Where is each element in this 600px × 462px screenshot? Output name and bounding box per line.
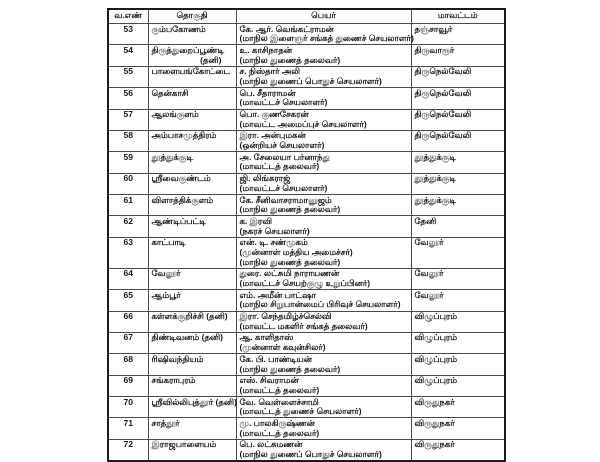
person-name: கே. பி. பாண்டியன் [239, 353, 313, 364]
person-role: (முன்னாள் மத்திய அமைச்சர்) [239, 246, 353, 257]
district-cell: விழுப்புரம் [411, 375, 505, 396]
row-number-cell: 70 [108, 397, 148, 418]
person-role: (மாநில துணைத் தலைவர்) [239, 363, 341, 374]
person-name: என். டி. சண்முகம் [239, 237, 308, 248]
constituency-cell [148, 109, 236, 130]
person-role: (மாநில துணைத் தலைவர்) [239, 256, 341, 267]
constituency-line: தூத்துக்குடி [151, 151, 194, 162]
name-cell [236, 354, 411, 375]
district-cell: விருதுநகர் [411, 439, 505, 461]
person-role: (மாவட்டத் தலைவர்) [239, 427, 320, 438]
person-role: (மாவட்டத் தலைவர்) [239, 161, 320, 172]
constituency-line: ஆம்பூர் [151, 289, 181, 300]
district-cell: விருதுநகர் [411, 397, 505, 418]
constituency-line: சாத்தூர் [151, 417, 180, 428]
person-role: (மாவட்ட மகளிர் சங்கத் தலைவர்) [239, 320, 368, 331]
district-cell: வேலூர் [411, 268, 505, 289]
row-number-cell: 53 [108, 24, 148, 45]
table-row [108, 418, 505, 439]
row-number-cell: 72 [108, 439, 148, 461]
district-cell: திருநெல்வேலி [411, 130, 505, 151]
constituency-cell [148, 45, 236, 66]
person-name: துரை. லட்சுமி நாராயணன் [239, 268, 340, 279]
district-cell: விழுப்புரம் [411, 311, 505, 332]
person-name: கே. சீனிவாசராமானுஜம் [239, 194, 332, 205]
constituency-line: கும்பகோணம் [151, 23, 206, 34]
row-number-cell: 58 [108, 130, 148, 151]
constituency-cell [148, 354, 236, 375]
district-cell: தூத்துக்குடி [411, 173, 505, 194]
name-cell [236, 418, 411, 439]
person-name: வே. வெள்ளைச்சாமி [239, 396, 319, 407]
constituency-line: (தனி) [200, 54, 222, 65]
column-header-serial: வ.எண் [108, 9, 148, 24]
person-name: ஆ. காளிதாஸ் [239, 332, 294, 343]
person-role: (மாநில இளைஞர் சங்கத் துணைச் செயலாளர்) [239, 33, 414, 44]
person-role: (முன்னாள் கவுன்சிலர்) [239, 342, 326, 353]
person-role: (மாவட்டச் செயலாளர்) [239, 182, 328, 193]
name-cell [236, 290, 411, 311]
person-role: (மாநில துணைத் தலைவர்) [239, 204, 341, 215]
person-role: (மாவட்டத் துணைச் செயலாளர்) [239, 406, 362, 417]
row-number-cell: 56 [108, 88, 148, 109]
name-cell [236, 237, 411, 268]
row-number-cell: 59 [108, 152, 148, 173]
constituency-cell [148, 152, 236, 173]
name-cell [236, 173, 411, 194]
district-cell: திருநெல்வேலி [411, 66, 505, 87]
constituency-cell [148, 66, 236, 87]
person-name: பெ. லட்சுமணன் [239, 439, 303, 450]
row-number-cell: 54 [108, 45, 148, 66]
person-name: ச. நிஸ்தார் அலி [239, 66, 300, 77]
table-row [108, 152, 505, 173]
constituency-line: திண்டிவனம் (தனி) [151, 332, 223, 343]
row-number-cell: 63 [108, 237, 148, 268]
district-cell: தஞ்சாவூர் [411, 24, 505, 45]
person-role: (ஒன்றியச் செயலாளர்) [239, 140, 325, 151]
district-cell: விருதுநகர் [411, 418, 505, 439]
constituency-cell [148, 216, 236, 237]
constituency-cell [148, 173, 236, 194]
row-number-cell: 64 [108, 268, 148, 289]
person-role: (மாவட்டச் செயலாளர்) [239, 97, 328, 108]
constituency-line: ஆலங்குளம் [151, 109, 199, 119]
district-cell: வேலூர் [411, 290, 505, 311]
header-row [108, 9, 505, 24]
person-role: (மாவட்டத் தலைவர்) [239, 384, 320, 395]
row-number-cell: 62 [108, 216, 148, 237]
row-number-cell: 61 [108, 195, 148, 216]
candidates-table [107, 8, 506, 462]
table-row [108, 45, 505, 66]
person-name: அ. சேலையா பர்னாந்து [239, 151, 330, 162]
constituency-cell [148, 130, 236, 151]
row-number-cell: 67 [108, 332, 148, 353]
table-row [108, 290, 505, 311]
constituency-cell [148, 332, 236, 353]
person-name: மு. பாலகிருஷ்ணன் [239, 417, 315, 428]
table-row [108, 195, 505, 216]
person-name: உ. காசிநாதன் [239, 44, 293, 55]
table-row [108, 397, 505, 418]
name-cell [236, 130, 411, 151]
constituency-cell [148, 439, 236, 461]
constituency-cell [148, 418, 236, 439]
name-cell [236, 45, 411, 66]
row-number-cell: 71 [108, 418, 148, 439]
district-cell: திருவாரூர் [411, 45, 505, 66]
table-row [108, 66, 505, 87]
person-role: (மாநில துணைப் பொதுச் செயலாளர்) [239, 449, 382, 459]
person-role: (நகரச் செயலாளர்) [239, 225, 310, 236]
district-cell: விழுப்புரம் [411, 332, 505, 353]
district-cell: தூத்துக்குடி [411, 195, 505, 216]
table-row [108, 354, 505, 375]
name-cell [236, 397, 411, 418]
district-cell: திருநெல்வேலி [411, 109, 505, 130]
table-row [108, 109, 505, 130]
table-row [108, 237, 505, 268]
constituency-line: ஸ்ரீவில்லிபுத்தூர் (தனி) [151, 396, 237, 407]
person-name: ஜி. லிங்கராஜ் [239, 173, 291, 184]
table-row [108, 130, 505, 151]
table-body [108, 24, 505, 462]
name-cell [236, 152, 411, 173]
constituency-cell [148, 375, 236, 396]
district-cell: வேலூர் [411, 237, 505, 268]
constituency-line: திருத்துறைப்பூண்டி [151, 44, 225, 55]
constituency-cell [148, 237, 236, 268]
person-name: எஸ். சிவராமன் [239, 375, 299, 386]
constituency-line: ஆண்டிப்பட்டி [151, 215, 207, 226]
column-header-district: மாவட்டம் [411, 9, 505, 24]
constituency-cell [148, 290, 236, 311]
person-name: இரா. செந்தமிழ்ச்செல்வி [239, 311, 332, 322]
table-row [108, 311, 505, 332]
row-number-cell: 66 [108, 311, 148, 332]
person-name: க. இரவி [239, 215, 272, 226]
constituency-cell [148, 88, 236, 109]
constituency-cell [148, 195, 236, 216]
constituency-line: காட்பாடி [151, 237, 186, 248]
name-cell [236, 439, 411, 461]
person-name: கே. ஆர். வெங்கட்ராமன் [239, 23, 334, 34]
constituency-line: பாளையங்கோட்டை [151, 66, 231, 77]
person-role: (மாநில துணைப் பொதுச் செயலாளர்) [239, 75, 382, 86]
constituency-line: விளாத்திக்குளம் [151, 194, 214, 205]
constituency-line: சங்கராபுரம் [151, 375, 196, 386]
district-cell: தூத்துக்குடி [411, 152, 505, 173]
name-cell [236, 195, 411, 216]
table-row [108, 439, 505, 461]
row-number-cell: 69 [108, 375, 148, 396]
person-role: (மாநில சிறுபான்மைப் பிரிவுச் செயலாளர்) [239, 299, 401, 310]
row-number-cell: 57 [108, 109, 148, 130]
name-cell [236, 88, 411, 109]
table-row [108, 173, 505, 194]
table-row [108, 24, 505, 45]
district-cell: விழுப்புரம் [411, 354, 505, 375]
constituency-cell [148, 311, 236, 332]
constituency-cell [148, 268, 236, 289]
constituency-line: கள்ளக்குறிச்சி (தனி) [151, 311, 228, 322]
name-cell [236, 375, 411, 396]
person-name: இரா. அன்புமகன் [239, 130, 306, 141]
constituency-line: அம்பாசமுத்திரம் [151, 130, 217, 141]
district-cell: திருநெல்வேலி [411, 88, 505, 109]
name-cell [236, 23, 414, 45]
person-name: பெ. சீதாராமன் [239, 87, 296, 98]
table-row [108, 216, 505, 237]
name-cell [236, 332, 411, 353]
row-number-cell: 60 [108, 173, 148, 194]
constituency-cell [148, 24, 236, 45]
constituency-cell [148, 397, 236, 418]
name-cell [236, 268, 411, 289]
row-number-cell: 68 [108, 354, 148, 375]
constituency-line: வேலூர் [151, 268, 181, 279]
constituency-line: ஸ்ரீவைகுண்டம் [151, 173, 211, 184]
column-header-name: பெயர் [236, 9, 411, 24]
table-row [108, 268, 505, 289]
person-role: (மாவட்ட அமைப்புச் செயலாளர்) [239, 118, 367, 129]
table-row [108, 332, 505, 353]
constituency-line: தென்காசி [151, 87, 189, 98]
person-name: பொ. குணசேகரன் [239, 109, 309, 119]
person-name: எம். அமீன் பாட்ஷா [239, 289, 317, 300]
column-header-constituency: தொகுதி [148, 9, 236, 24]
person-role: (மாநில துணைத் தலைவர்) [239, 54, 341, 65]
name-cell [236, 66, 411, 87]
constituency-line: ரிஷிவந்தியம் [151, 353, 204, 364]
name-cell [236, 216, 411, 237]
constituency-line: இராஜபாளையம் [151, 439, 217, 450]
name-cell [236, 109, 411, 130]
table-row [108, 88, 505, 109]
name-cell [236, 311, 411, 332]
row-number-cell: 65 [108, 290, 148, 311]
person-role: (மாவட்டச் செயற்குழு உறுப்பினர்) [239, 278, 371, 288]
district-cell: தேனி [411, 216, 505, 237]
row-number-cell: 55 [108, 66, 148, 87]
table-row [108, 375, 505, 396]
